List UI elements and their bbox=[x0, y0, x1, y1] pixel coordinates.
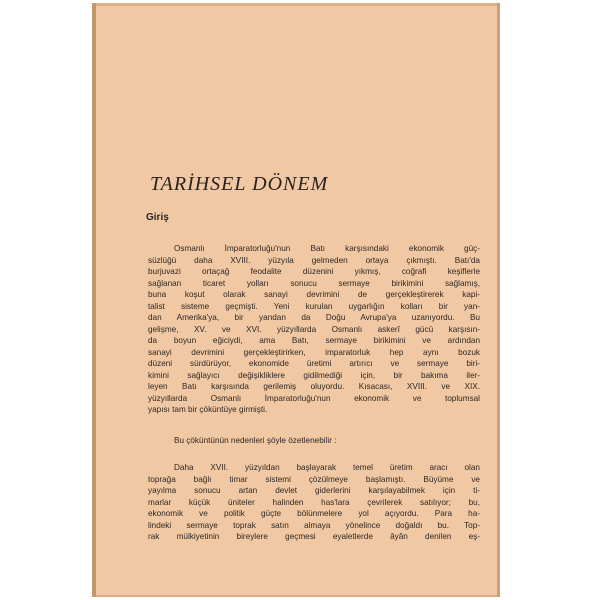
section-heading: Giriş bbox=[146, 212, 169, 223]
text-line: toprağa bağlı timar sistemi çözülmeye başlamıştı. Büyüme ve bbox=[148, 474, 480, 484]
text-line: düzeni sürdürüyor, ekonomide üretimi artırıcı ve sermaye biri- bbox=[148, 359, 480, 368]
text-line: dan Amerika'ya, bir yandan da Doğu Avrupa'ya uzanıyordu. Bu bbox=[148, 313, 480, 322]
paragraph-3 bbox=[148, 462, 480, 543]
text-line: Osmanlı İmparatorluğu'nun Batı karşısındaki ekonomik güç- bbox=[174, 244, 480, 253]
text-line: burjuvazi ortaçağ feodalite düzenini yıkmış, coğrafi keşiflerle bbox=[148, 267, 480, 276]
chapter-title: TARİHSEL DÖNEM bbox=[150, 173, 329, 195]
text-line: yayılma sonucu artan devlet giderlerini karşılayabilmek için ti- bbox=[148, 486, 480, 495]
text-line: sağlanan ticaret yolları sonucu sermaye birikimini sağlamış, bbox=[148, 278, 480, 288]
text-line: marlar küçük üniteler halinden has'lara çevrilerek satılıyor; bu, bbox=[148, 497, 480, 507]
text-line: sanayi devrimini gerçekleştirirken, imparatorluk hep aynı bozuk bbox=[148, 347, 480, 357]
text-line: lindeki sermaye toprak satın almaya yönelince doğaldı bu. Top- bbox=[148, 520, 480, 530]
text-line: Bu çöküntünün nedenleri şöyle özetlenebilir : bbox=[174, 436, 337, 445]
text-line: rak mülkiyetinin bireylere geçmesi eyaletlerde âyân denilen eş- bbox=[148, 532, 480, 541]
text-line: süzlüğü daha XVIII. yüzyıla gelmeden ortaya çıkmıştı. Batı'da bbox=[148, 255, 480, 265]
text-line: gelişme, XV. ve XVI. yüzyıllarda Osmanlı askerî gücü karşısın- bbox=[148, 324, 480, 334]
text-line: yapısı tam bir çöküntüye girmişti. bbox=[148, 405, 268, 414]
text-line: leyen Batı karşısında gerilemiş oluyordu. Kısacası, XVIII. ve XIX. bbox=[148, 382, 480, 391]
book-page bbox=[92, 3, 500, 597]
text-line: Daha XVII. yüzyıldan başlayarak temel üretim aracı olan bbox=[174, 463, 480, 472]
paragraph-2 bbox=[148, 435, 480, 447]
text-line: ekonomik ve politik güçte bölünmelere yol açıyordu. Para ha- bbox=[148, 509, 480, 518]
paragraph-1 bbox=[148, 243, 480, 416]
text-line: kimini sağlayıcı değişikliklere gidilmediği için, bir bakıma iler- bbox=[148, 370, 480, 380]
text-line: talist sisteme geçmişti. Yeni kurulan uygarlığın kolları bir yan- bbox=[148, 301, 480, 311]
text-line: yüzyıllarda Osmanlı İmparatorluğu'nun ekonomik ve toplumsal bbox=[148, 393, 480, 403]
text-line: da boyun eğiciydi, ama Batı, sermaye birikimini ve ardından bbox=[148, 336, 480, 345]
text-line: buna koşut olarak sanayi devrimini de gerçekleştirerek kapi- bbox=[148, 290, 480, 299]
